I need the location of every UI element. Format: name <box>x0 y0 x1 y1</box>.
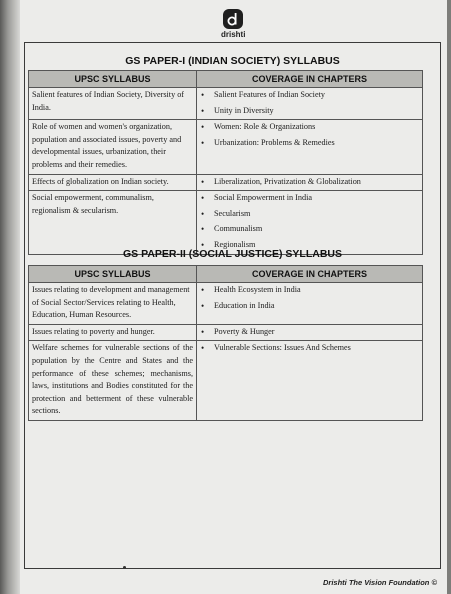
syllabus-cell: Social empowerment, communalism, regionalism & secularism. <box>29 191 197 254</box>
coverage-item: • Vulnerable Sections: Issues And Schemes <box>200 342 419 355</box>
coverage-cell <box>197 341 423 421</box>
syllabus-cell: Salient features of Indian Society, Diversity of India. <box>29 88 197 120</box>
paper1-table <box>28 70 423 255</box>
coverage-cell <box>197 174 423 191</box>
syllabus-cell: Issues relating to development and management of Social Sector/Services relating to Health, Education, Human Resources. <box>29 283 197 325</box>
coverage-item: • Health Ecosystem in India <box>200 284 419 297</box>
document-page <box>20 0 447 594</box>
col-header-coverage: COVERAGE IN CHAPTERS <box>197 71 423 88</box>
scan-shadow-left <box>0 0 20 594</box>
table-header-row <box>29 71 423 88</box>
col-header-upsc-syllabus: UPSC SYLLABUS <box>29 266 197 283</box>
coverage-cell <box>197 283 423 325</box>
coverage-cell <box>197 120 423 174</box>
coverage-cell <box>197 191 423 254</box>
coverage-item: • Regionalism <box>200 239 419 252</box>
paper1-title: GS PAPER-I (INDIAN SOCIETY) SYLLABUS <box>125 55 340 67</box>
paper2-title: GS PAPER-II (SOCIAL JUSTICE) SYLLABUS <box>123 248 342 260</box>
coverage-item: • Liberalization, Privatization & Globalization <box>200 176 419 189</box>
coverage-item: • Women: Role & Organizations <box>200 121 419 134</box>
syllabus-cell: Effects of globalization on Indian society. <box>29 174 197 191</box>
coverage-item: • Social Empowerment in India <box>200 192 419 205</box>
coverage-item: • Education in India <box>200 300 419 313</box>
syllabus-cell: Role of women and women's organization, population and associated issues, poverty and developmental issues, urbanization, their problems and their remedies. <box>29 120 197 174</box>
table-row <box>29 174 423 191</box>
logo-text: drishti <box>221 30 246 39</box>
content-frame <box>24 42 441 569</box>
speck <box>123 566 126 569</box>
coverage-item: • Urbanization: Problems & Remedies <box>200 137 419 150</box>
col-header-coverage: COVERAGE IN CHAPTERS <box>197 266 423 283</box>
table-row <box>29 324 423 341</box>
coverage-item: • Unity in Diversity <box>200 105 419 118</box>
drishti-d-icon <box>223 9 243 29</box>
table-row <box>29 88 423 120</box>
drishti-logo <box>221 9 245 45</box>
table-row <box>29 341 423 421</box>
coverage-item: • Secularism <box>200 208 419 221</box>
footer-credit: Drishti The Vision Foundation © <box>323 578 437 587</box>
coverage-cell <box>197 88 423 120</box>
table-row <box>29 191 423 254</box>
col-header-upsc-syllabus: UPSC SYLLABUS <box>29 71 197 88</box>
table-row <box>29 283 423 325</box>
table-row <box>29 120 423 174</box>
coverage-item: • Poverty & Hunger <box>200 326 419 339</box>
coverage-cell <box>197 324 423 341</box>
coverage-item: • Communalism <box>200 223 419 236</box>
scan-shadow-right <box>447 0 451 594</box>
syllabus-cell: Welfare schemes for vulnerable sections of the population by the Centre and States and the performance of these schemes; mechanisms, laws, institutions and Bodies constituted for the protection and betterment of these vulnerable sections. <box>29 341 197 421</box>
coverage-item: • Salient Features of Indian Society <box>200 89 419 102</box>
table-header-row <box>29 266 423 283</box>
syllabus-cell: Issues relating to poverty and hunger. <box>29 324 197 341</box>
paper2-table <box>28 265 423 421</box>
